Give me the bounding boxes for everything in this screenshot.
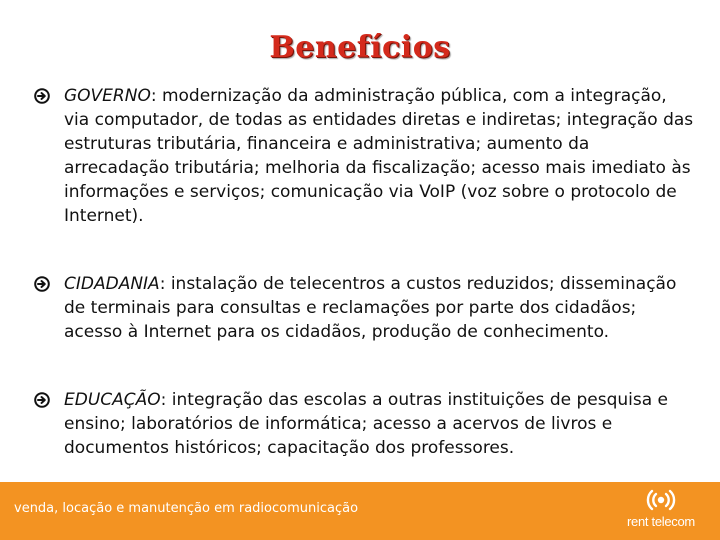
bullet-text: : instalação de telecentros a custos reduzidos; disseminação de terminais para consultas e reclamações por parte dos cidadãos; acesso à Internet para os cidadãos, produção de conhecimento. (64, 274, 677, 342)
footer-bar (0, 482, 720, 540)
bullet-text: : modernização da administração pública, com a integração, via computador, de todas as entidades diretas e indiretas; integração das estruturas tributária, financeira e administrativa; aumento da arrecadação tributária; melhoria da fiscalização; acesso mais imediato às informações e serviços; comunicação via VoIP (voz sobre o protocolo de Internet). (64, 86, 694, 226)
logo-text: rent telecom (627, 514, 695, 529)
bullet-item-governo (34, 84, 694, 228)
circled-right-arrow-icon (34, 392, 50, 408)
bullet-lead: CIDADANIA (64, 274, 160, 294)
bullet-text: : integração das escolas a outras instituições de pesquisa e ensino; laboratórios de informática; acesso a acervos de livros e documentos históricos; capacitação dos professores. (64, 390, 668, 458)
bullet-item-educacao (34, 388, 694, 460)
bullet-lead: GOVERNO (64, 86, 151, 106)
bullet-list (34, 84, 694, 460)
company-logo (616, 488, 706, 534)
slide-title: Benefícios (269, 30, 451, 65)
circled-right-arrow-icon (34, 88, 50, 104)
footer-tagline: venda, locação e manutenção em radiocomunicação (14, 501, 359, 516)
bullet-lead: EDUCAÇÃO (64, 390, 161, 410)
bullet-item-cidadania (34, 272, 694, 344)
radio-wave-logo-icon (644, 488, 678, 512)
circled-right-arrow-icon (34, 276, 50, 292)
